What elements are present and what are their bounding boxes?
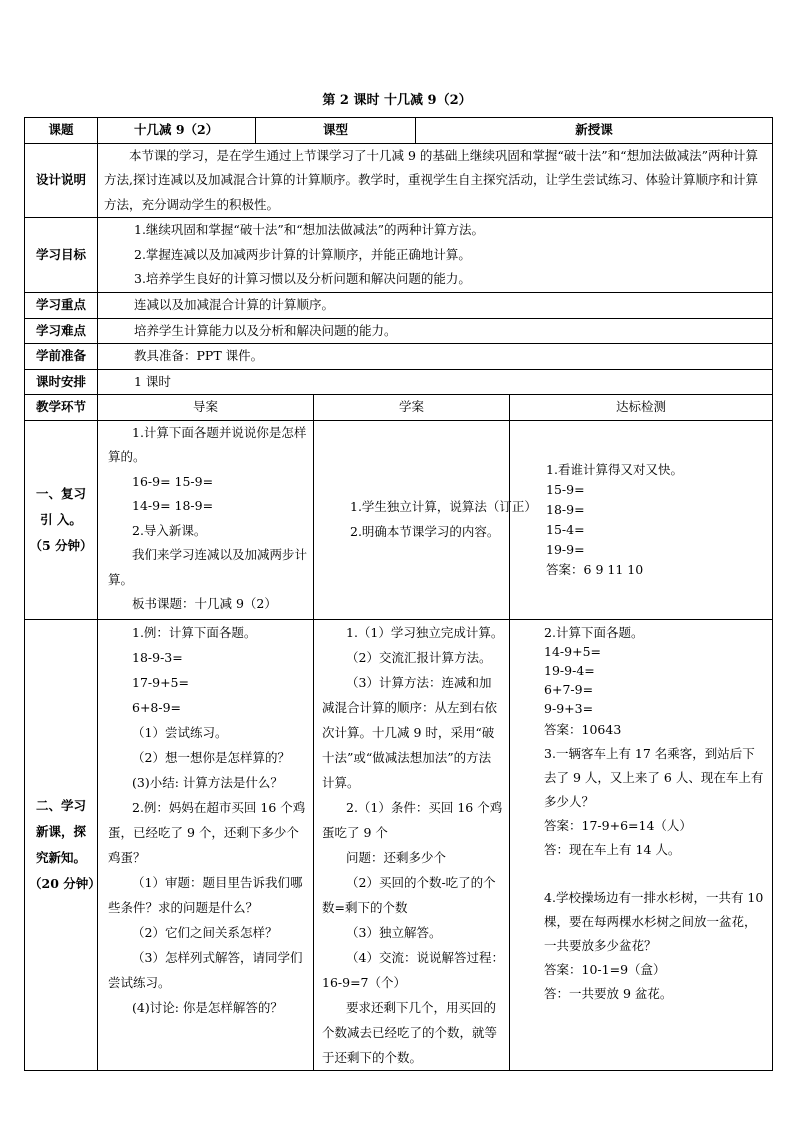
section2-check-line: 2.计算下面各题。 <box>544 624 644 640</box>
section2-stage-line: 二、学习 <box>35 797 86 813</box>
goal-item: 1.继续巩固和掌握“破十法”和“想加法做减法”的两种计算方法。 <box>134 222 484 238</box>
stage-column-header: 教学环节 <box>25 395 98 421</box>
section2-study-line: （3）计算方法：连减和加减混合计算的顺序：从左到右依次计算。十几减 9 时，采用“破十法”或“做减法想加法”的方法计算。 <box>322 674 498 790</box>
prep-text: 教具准备：PPT 课件。 <box>98 344 773 370</box>
section1-guide-line: 14-9= 18-9= <box>132 498 214 513</box>
section1-study-line: 1.学生独立计算，说算法（订正） <box>350 499 537 514</box>
section1-study-line: 2.明确本节课学习的内容。 <box>350 523 500 539</box>
section2-stage-line: 究新知。 <box>35 849 86 865</box>
section2-check-line: 14-9+5= <box>544 643 601 659</box>
difficulty-row <box>25 318 773 344</box>
lesson-plan-table <box>24 117 773 1071</box>
section1-check-line: 答案：6 9 11 10 <box>546 561 644 577</box>
section2-guide-line: 17-9+5= <box>132 674 189 690</box>
section2-guide-line: 18-9-3= <box>132 649 183 665</box>
section1-check-line: 15-4= <box>546 521 585 537</box>
study-column-header: 学案 <box>314 395 510 421</box>
section2-guide-line: 2.例：妈妈在超市买回 16 个鸡蛋，已经吃了 9 个，还剩下多少个鸡蛋？ <box>108 799 306 865</box>
section2-study-line: 要求还剩下几个，用买回的个数减去已经吃了的个数，就等于还剩下的个数。 <box>322 999 498 1065</box>
prep-label: 学前准备 <box>25 344 98 370</box>
key-text: 连减以及加减混合计算的计算顺序。 <box>98 293 773 319</box>
schedule-label: 课时安排 <box>25 369 98 395</box>
key-row <box>25 293 773 319</box>
guide-column-header: 导案 <box>98 395 314 421</box>
section2-study-line: 1.（1）学习独立完成计算。 <box>346 624 504 640</box>
section2-check-line: 3.一辆客车上有 17 名乘客，到站后下去了 9 人，又上来了 6 人、现在车上有多少人？ <box>544 745 764 809</box>
section2-row <box>25 619 773 1070</box>
section2-check-line: 9-9+3= <box>544 700 594 716</box>
topic-value: 十几减 9（2） <box>98 118 256 144</box>
difficulty-text: 培养学生计算能力以及分析和解决问题的能力。 <box>98 318 773 344</box>
section1-check-line: 1.看谁计算得又对又快。 <box>546 461 683 477</box>
goals-label: 学习目标 <box>25 218 98 293</box>
section2-study-line: （4）交流：说说解答过程： <box>346 949 504 965</box>
design-label: 设计说明 <box>25 143 98 218</box>
section2-study-line: （2）买回的个数-吃了的个数=剩下的个数 <box>322 874 496 915</box>
section2-check-line: 6+7-9= <box>544 681 594 697</box>
section2-guide-line: 1.例：计算下面各题。 <box>132 624 257 640</box>
section2-check-line: 答案：10643 <box>544 721 622 737</box>
section1-stage-line: （5 分钟） <box>29 537 93 553</box>
section1-row <box>25 420 773 619</box>
section1-guide-line: 1.计算下面各题并说说你是怎样算的。 <box>108 424 307 464</box>
section1-stage-line: 一、复习 <box>35 485 86 501</box>
section2-study-line: 2.（1）条件：买回 16 个鸡蛋吃了 9 个 <box>322 799 503 840</box>
section1-check-line: 18-9= <box>546 501 585 517</box>
section2-guide-line: （3）怎样列式解答，请同学们尝试练习。 <box>108 949 303 990</box>
section1-guide-line: 板书课题：十几减 9（2） <box>132 596 277 611</box>
section2-check-line: 答：现在车上有 14 人。 <box>544 841 681 857</box>
design-row <box>25 143 773 218</box>
type-value: 新授课 <box>416 118 773 144</box>
section1-guide-line: 16-9= 15-9= <box>132 473 214 489</box>
section1-guide-line: 我们来学习连减以及加减两步计算。 <box>108 547 308 587</box>
section1-check-line: 15-9= <box>546 481 585 497</box>
section2-guide-line: （2）想一想你是怎样算的？ <box>132 749 290 765</box>
section1-check-line: 19-9= <box>546 541 585 557</box>
difficulty-label: 学习难点 <box>25 318 98 344</box>
section1-stage-line: 引 入。 <box>40 511 82 527</box>
section2-study-line: （2）交流汇报计算方法。 <box>346 649 492 665</box>
section2-check-line: 4.学校操场边有一排水杉树，一共有 10 棵，要在每两棵水杉树之间放一盆花，一共要放多少盆花？ <box>544 889 764 953</box>
section2-guide-line: 6+8-9= <box>132 699 182 715</box>
section2-check-line: 答：一共要放 9 盆花。 <box>544 985 673 1001</box>
design-text: 本节课的学习，是在学生通过上节课学习了十几减 9 的基础上继续巩固和掌握“破十法”和“想加法做减法”两种计算方法,探讨连减以及加减混合计算的计算顺序。教学时，重视学生自主探究活动，让学生尝试练习、体验计算顺序和计算方法，充分调动学生的积极性。 <box>104 147 758 212</box>
type-label: 课型 <box>256 118 416 144</box>
prep-row <box>25 344 773 370</box>
schedule-text: 1 课时 <box>98 369 773 395</box>
key-label: 学习重点 <box>25 293 98 319</box>
section2-stage-line: 新课，探 <box>35 823 86 839</box>
goal-item: 3.培养学生良好的计算习惯以及分析问题和解决问题的能力。 <box>134 271 471 287</box>
section2-guide-line: （1）审题：题目里告诉我们哪些条件？求的问题是什么？ <box>108 874 303 915</box>
section2-stage-line: （20 分钟） <box>29 875 101 891</box>
topic-label: 课题 <box>25 118 98 144</box>
goals-row <box>25 218 773 293</box>
check-spacer <box>544 862 766 886</box>
section2-check-line: 答案：17-9+6=14（人） <box>544 817 692 833</box>
section2-guide-line: （2）它们之间关系怎样？ <box>132 924 278 940</box>
page-title: 第 2 课时 十几减 9（2） <box>322 93 472 108</box>
section2-guide-line: (4)讨论: 你是怎样解答的？ <box>132 999 283 1015</box>
section2-study-line: （3）独立解答。 <box>346 924 442 940</box>
check-column-header: 达标检测 <box>510 395 773 421</box>
section2-guide-line: （1）尝试练习。 <box>132 724 228 740</box>
section2-check-line: 答案：10-1=9（盒） <box>544 961 666 977</box>
section2-guide-line: (3)小结: 计算方法是什么？ <box>132 774 283 790</box>
section2-study-line: 16-9=7（个） <box>322 974 407 990</box>
section2-check-line: 19-9-4= <box>544 662 595 678</box>
column-header-row <box>25 395 773 421</box>
schedule-row <box>25 369 773 395</box>
section1-guide-line: 2.导入新课。 <box>132 522 207 538</box>
header-row <box>25 118 773 144</box>
goal-item: 2.掌握连减以及加减两步计算的计算顺序，并能正确地计算。 <box>134 246 471 262</box>
section2-study-line: 问题：还剩多少个 <box>346 849 447 865</box>
